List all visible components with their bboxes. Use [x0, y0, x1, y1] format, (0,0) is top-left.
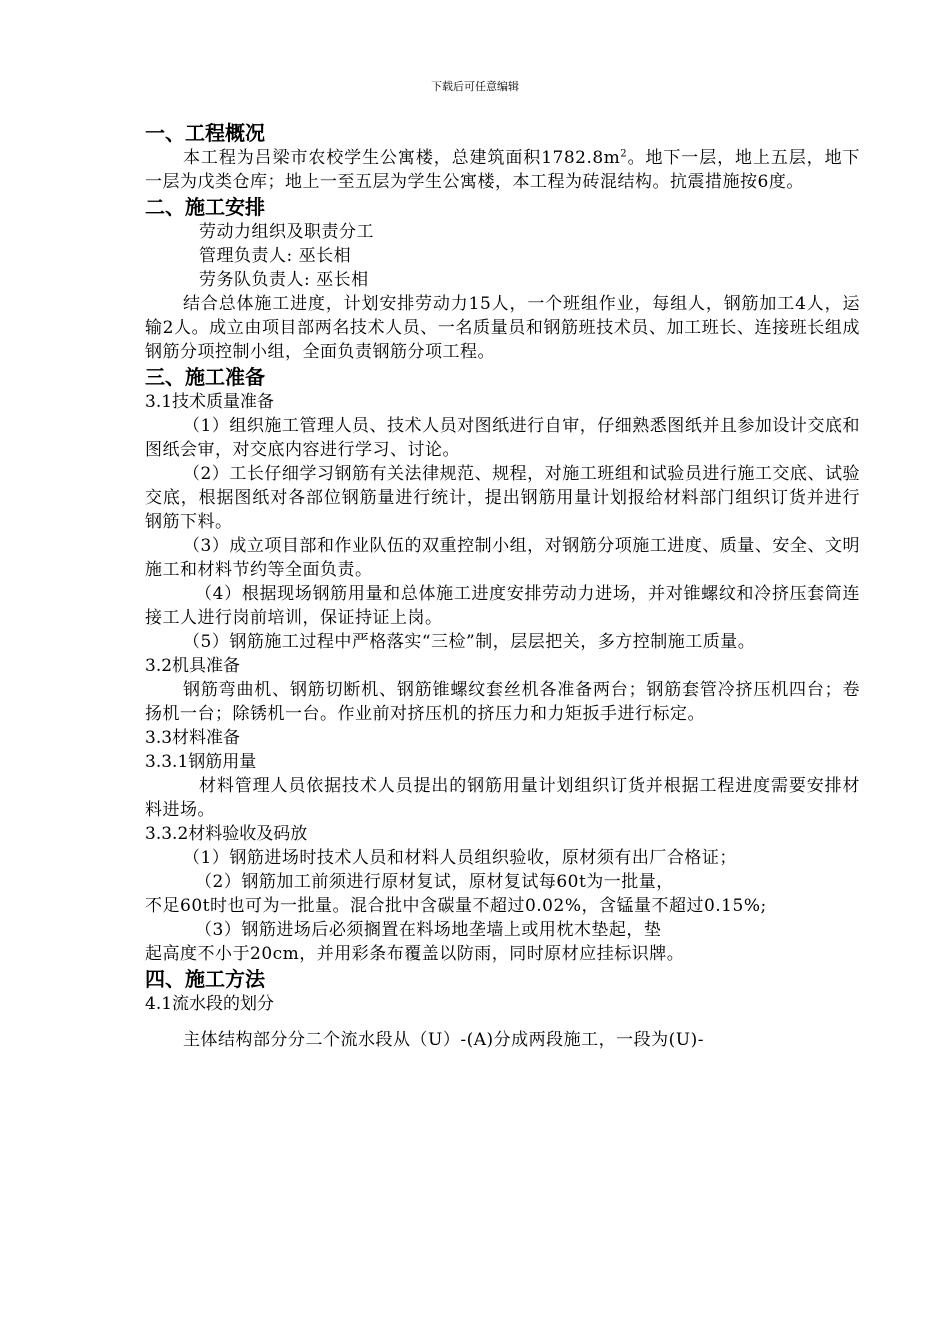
subsection-3-1-item-1: （1）组织施工管理人员、技术人员对图纸进行自审，仔细熟悉图纸并且参加设计交底和图纸会审，对交底内容进行学习、讨论。 — [145, 416, 860, 460]
section-1-title: 一、工程概况 — [145, 121, 265, 145]
subsection-3-1-item-3: （3）成立项目部和作业队伍的双重控制小组，对钢筋分项施工进度、质量、安全、文明施工和材料节约等全面负责。 — [145, 536, 860, 580]
subsection-3-3-2-item-3a: （3）钢筋进场后必须搁置在料场地垄墙上或用枕木垫起，垫 — [195, 920, 662, 940]
subsection-4-1: 4.1流水段的划分 — [145, 994, 275, 1014]
subsection-3-3-1-paragraph: 材料管理人员依据技术人员提出的钢筋用量计划组织订货并根据工程进度需要安排材料进场。 — [145, 776, 860, 820]
document-body — [145, 120, 860, 1052]
subsection-3-1: 3.1技术质量准备 — [145, 392, 275, 412]
subsection-3-2: 3.2机具准备 — [145, 656, 241, 676]
section-3-title: 三、施工准备 — [145, 365, 265, 389]
subsection-3-1-item-5: （5）钢筋施工过程中严格落实“三检”制，层层把关，多方控制施工质量。 — [183, 632, 756, 652]
section-1-paragraph — [145, 146, 860, 194]
subsection-3-3-2: 3.3.2材料验收及码放 — [145, 824, 308, 844]
subsection-4-1-paragraph: 主体结构部分分二个流水段从（U）-(A)分成两段施工，一段为(U)- — [183, 1030, 704, 1050]
section-2-line-2: 管理负责人: 巫长相 — [199, 246, 352, 266]
section-1-text-b: 。地下一层，地上五层，地下一层为戊类仓库；地上一至五层为学生公寓楼，本工程为砖混结构。抗震措施按6度。 — [145, 148, 860, 192]
section-2-title: 二、施工安排 — [145, 195, 265, 219]
subsection-3-3-2-item-3b: 起高度不小于20cm，并用彩条布覆盖以防雨，同时原材应挂标识牌。 — [145, 944, 685, 964]
section-2-line-3: 劳务队负责人: 巫长相 — [199, 270, 369, 290]
subsection-3-3-2-item-2b: 不足60t时也可为一批量。混合批中含碳量不超过0.02%，含锰量不超过0.15%; — [145, 896, 767, 916]
section-1-text-a: 本工程为吕梁市农校学生公寓楼，总建筑面积1782.8m — [183, 148, 621, 168]
subsection-3-3-1: 3.3.1钢筋用量 — [145, 752, 257, 772]
section-2-line-1: 劳动力组织及职责分工 — [199, 222, 374, 242]
subsection-3-3: 3.3材料准备 — [145, 728, 241, 748]
page-header: 下载后可任意编辑 — [431, 80, 519, 93]
section-4-title: 四、施工方法 — [145, 967, 265, 991]
section-2-paragraph: 结合总体施工进度，计划安排劳动力15人，一个班组作业，每组人，钢筋加工4人，运输2人。成立由项目部两名技术人员、一名质量员和钢筋班技术员、加工班长、连接班长组成钢筋分项控制小组，全面负责钢筋分项工程。 — [145, 294, 860, 362]
subsection-3-1-item-4: （4）根据现场钢筋用量和总体施工进度安排劳动力进场，并对锥螺纹和冷挤压套筒连接工人进行岗前培训，保证持证上岗。 — [145, 584, 860, 628]
area-superscript: 2 — [620, 148, 628, 160]
subsection-3-2-paragraph: 钢筋弯曲机、钢筋切断机、钢筋锥螺纹套丝机各准备两台；钢筋套管冷挤压机四台；卷扬机一台；除锈机一台。作业前对挤压机的挤压力和力矩扳手进行标定。 — [145, 680, 860, 724]
subsection-3-1-item-2: （2）工长仔细学习钢筋有关法律规范、规程，对施工班组和试验员进行施工交底、试验交底，根据图纸对各部位钢筋量进行统计，提出钢筋用量计划报给材料部门组织订货并进行钢筋下料。 — [145, 464, 860, 532]
subsection-3-3-2-item-2a: （2）钢筋加工前须进行原材复试，原材复试每60t为一批量， — [195, 872, 674, 892]
subsection-3-3-2-item-1: （1）钢筋进场时技术人员和材料人员组织验收，原材须有出厂合格证； — [183, 848, 737, 868]
